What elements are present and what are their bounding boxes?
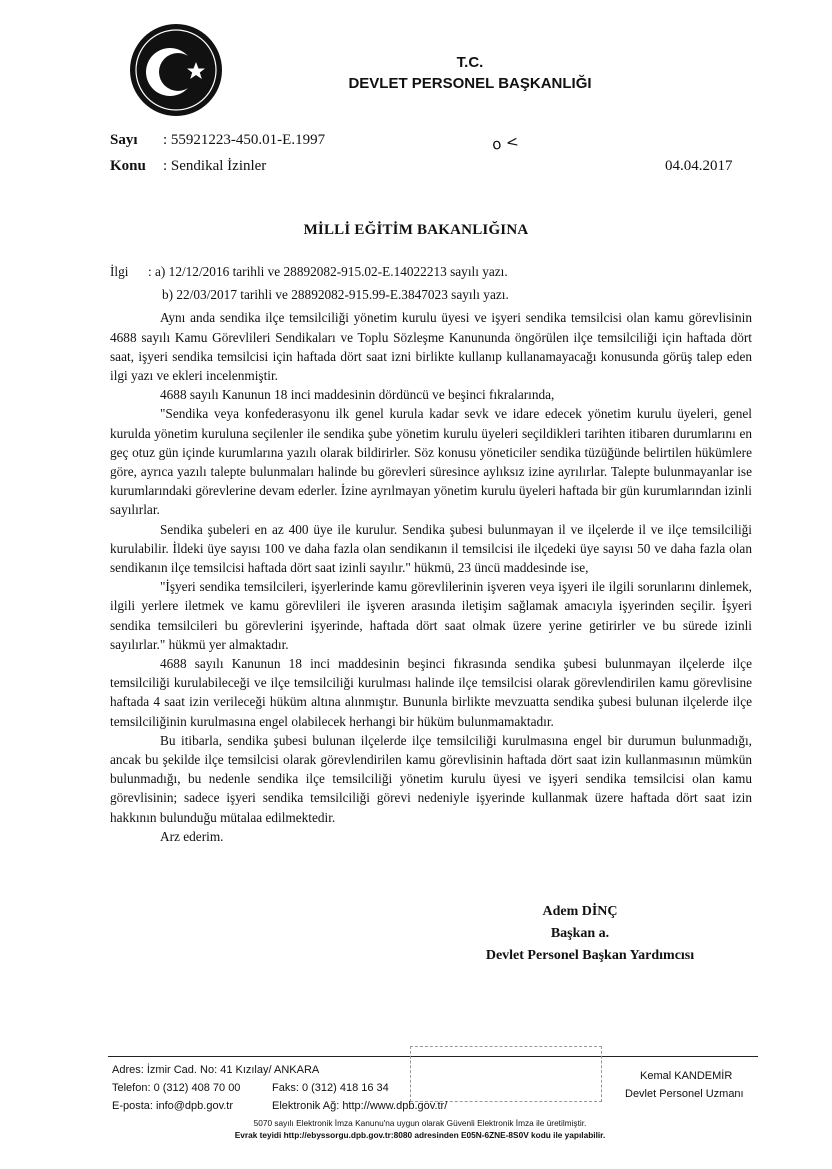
footer-web: Elektronik Ağ: http://www.dpb.gov.tr/ [272, 1100, 448, 1112]
paragraph-2: 4688 sayılı Kanunun 18 inci maddesinin dördüncü ve beşinci fıkralarında, [160, 387, 555, 403]
verify-note: Evrak teyidi http://ebyssorgu.dpb.gov.tr:8080 adresinden E05N-6ZNE-8S0V kodu ile yapılabilir. [234, 1130, 606, 1140]
footer-email: E-posta: info@dpb.gov.tr [112, 1100, 234, 1112]
paragraph-3: "Sendika veya konfederasyonu ilk genel kurula kadar sevk ve idare edecek yönetim kurulu üyeleri, genel kurulda yönetim kuruluna seçilenler ile sendika şube yönetim kurulu üyeleri seçildikleri tarihten itibaren durumlarını en geç otuz gün içinde kurumlarına yazılı olarak bildirirler. Söz konusu yöneticiler sendika tüzüğünde belirtilen hükümlere göre, ayrıca yazılı talepte bulunmaları halinde bu görevleri süresince aylıksız izine ayrılırlar. Talepte bulunmayanlar ise kurumlarındaki görevlerine devam ederler. İzine ayrılmayan yönetim kurulu üyeleri haftada bir gün kurumlarından izinli sayılırlar. [110, 406, 752, 518]
letter-body [110, 262, 752, 846]
closing: Arz ederim. [160, 828, 224, 844]
document-date: 04.04.2017 [665, 158, 733, 174]
ilgi-a: : a) 12/12/2016 tarihli ve 28892082-915.02-E.14022213 sayılı yazı. [148, 264, 508, 279]
footer-contact-title: Devlet Personel Uzmanı [625, 1088, 744, 1100]
paragraph-7: Bu itibarla, sendika şubesi bulunan ilçelerde ilçe temsilciliği kurulmasına engel bir durumun bulunmadığı, ancak bu şekilde ilçe temsilcisi olarak görevlendirilen kamu görevlisinin haftada dört saat izin kullanmasının mümkün bulunmadığı, bu nedenle sendika ilçe temsilciliği yönetim kurulu üyesi ve işyeri sendika temsilcisi olan kamu görevlisinin; sadece işyeri sendika temsilciliği görevi nedeniyle işyerinde kullanmak üzere haftada dört saat izin hakkının bulunduğu mütalaa edilmektedir. [110, 732, 752, 825]
sayi-value: : 55921223-450.01-E.1997 [163, 132, 326, 148]
ilgi-b: b) 22/03/2017 tarihli ve 28892082-915.99-E.3847023 sayılı yazı. [162, 287, 509, 303]
header-tc: T.C. [456, 54, 484, 71]
paragraph-4: Sendika şubeleri en az 400 üye ile kurulur. Sendika şubesi bulunmayan il ve ilçelerde il ve ilçe temsilciliği kurulabilir. İldeki üye sayısı 100 ve daha fazla olan sendikanın il temsilcisi ile ilçedeki üye sayısı 50 ve daha fazla olan sendikanın ilçe temsilcisi haftada dört saat izinli sayılır." hükmü, 23 üncü maddesinde ise, [110, 521, 752, 576]
konu-label: Konu [110, 158, 146, 174]
footer-address: Adres: İzmir Cad. No: 41 Kızılay/ ANKARA [112, 1064, 320, 1076]
sayi-label: Sayı [110, 132, 138, 148]
signatory-title: Başkan a. [550, 926, 610, 941]
footer-contact-name: Kemal KANDEMİR [640, 1070, 733, 1082]
signatory-position: Devlet Personel Başkan Yardımcısı [485, 948, 695, 963]
footer-phone: Telefon: 0 (312) 408 70 00 [112, 1082, 241, 1094]
signatory-name: Adem DİNÇ [542, 904, 618, 919]
header-organization: DEVLET PERSONEL BAŞKANLIĞI [348, 75, 592, 92]
footer-fax: Faks: 0 (312) 418 16 34 [272, 1082, 389, 1094]
esign-note: 5070 sayılı Elektronik İmza Kanunu'na uygun olarak Güvenli Elektronik İmza ile üretilmiştir. [253, 1118, 587, 1128]
handwritten-note: o < [490, 132, 520, 154]
state-seal-logo [128, 22, 224, 118]
konu-value: : Sendikal İzinler [163, 158, 267, 174]
ilgi-a-row [110, 262, 752, 281]
paragraph-5: "İşyeri sendika temsilcileri, işyerlerinde kamu görevlilerinin işveren veya işyeri ile ilgili sorunlarını dinlemek, ilgili yerlere iletmek ve kamu görevlileri ile işveren arasında iletişim sağlamak amacıyla işyerinden seçilir. İşyeri sendika temsilcileri bu görevlerini işyerinde, haftada dört saat olmak üzere yerine getirirler ve bu sürede izinli sayılırlar." hükmü yer almaktadır. [110, 579, 752, 652]
ilgi-label: İlgi [110, 264, 129, 279]
paragraph-6: 4688 sayılı Kanunun 18 inci maddesinin beşinci fıkrasında sendika şubesi bulunmayan ilçelerde ilçe temsilciliği kurulabileceği ve ilçe temsilciliği kurulması halinde ilçe temsilcisi olarak görevlendirilen kamu görevlisine haftada 4 saat izin verileceği hüküm altına alınmıştır. Bununla birlikte mevzuatta sendika şubesi bulunan ilçelerde ilçe temsilciliğinin kurulmasına engel olabilecek herhangi bir hüküm bulunmamaktadır. [110, 656, 752, 729]
document-stamp [410, 1046, 602, 1102]
paragraph-1: Aynı anda sendika ilçe temsilciliği yönetim kurulu üyesi ve işyeri sendika temsilcisi olan kamu görevlisinin 4688 sayılı Kamu Görevlileri Sendikaları ve Toplu Sözleşme Kanununda öngörülen ilçe temsilciliği için haftada dört saat, işyeri sendika temsilcisi için haftada dört saat izni birlikte kullanıp kullanamayacağı konusunda görüş talep eden ilgi yazı ve ekleri incelenmiştir. [110, 310, 752, 384]
addressee: MİLLİ EĞİTİM BAKANLIĞINA [303, 222, 529, 238]
